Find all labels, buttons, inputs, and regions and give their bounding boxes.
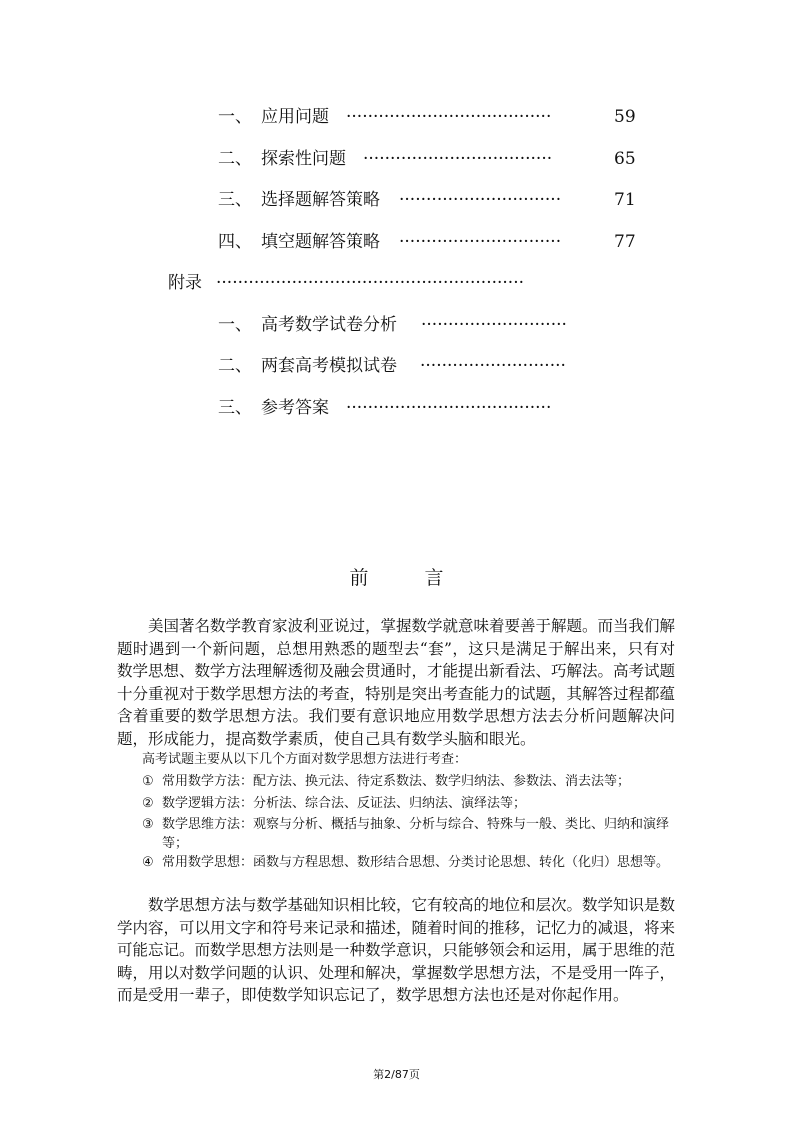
toc-leader: ··························· bbox=[421, 315, 567, 335]
list-item-text: 数学逻辑方法：分析法、综合法、反证法、归纳法、演绎法等； bbox=[162, 796, 527, 811]
list-marker: ④ bbox=[142, 855, 154, 870]
toc-entry-title: 参考答案 bbox=[261, 398, 329, 418]
preface-intro-paragraph: 美国著名数学教育家波利亚说过，掌握数学就意味着要善于解题。而当我们解题时遇到一个新问题，总想用熟悉的题型去“套”，这只是满足于解出来，只有对数学思想、数学方法理解透彻及融会贯通时，才能提出新看法、巧解法。高考试题十分重视对于数学思想方法的考查，特别是突出考查能力的试题，其解答过程都蕴含着重要的数学思想方法。我们要有意识地应用数学思想方法去分析问题解决问题，形成能力，提高数学素质，使自己具有数学头脑和眼光。 bbox=[117, 617, 676, 748]
toc-entry-number: 二、 bbox=[218, 149, 252, 169]
toc-entry[interactable] bbox=[218, 230, 380, 254]
toc-entry-number: 三、 bbox=[218, 398, 252, 418]
toc-entry-title: 应用问题 bbox=[261, 107, 329, 127]
toc-leader: ··································· bbox=[363, 149, 553, 169]
toc-entry-page: 65 bbox=[614, 149, 636, 169]
toc-entry-title: 两套高考模拟试卷 bbox=[261, 356, 397, 376]
preface-closing-paragraph: 数学思想方法与数学基础知识相比较，它有较高的地位和层次。数学知识是数学内容，可以用文字和符号来记录和描述，随着时间的推移，记忆力的减退，将来可能忘记。而数学思想方法则是一种数学意识，只能够领会和运用，属于思维的范畴，用以对数学问题的认识、处理和解决，掌握数学思想方法，不是受用一阵子，而是受用一辈子，即使数学知识忘记了，数学思想方法也还是对你起作用。 bbox=[117, 896, 676, 1005]
toc-entry-number: 一、 bbox=[218, 107, 252, 127]
toc-entry-page: 71 bbox=[614, 190, 636, 210]
page-title: 前言 bbox=[349, 567, 500, 589]
toc-entry[interactable] bbox=[218, 396, 329, 420]
toc-leader: ······································ bbox=[346, 107, 552, 127]
list-item bbox=[142, 794, 682, 813]
toc-entry-page: 77 bbox=[614, 232, 636, 252]
list-item-text: 数学思维方法：观察与分析、概括与抽象、分析与综合、特殊与一般、类比、归纳和演绎等； bbox=[162, 817, 670, 851]
toc-leader: ··························· bbox=[420, 356, 566, 376]
toc-entry[interactable] bbox=[168, 271, 202, 295]
list-marker: ① bbox=[142, 774, 154, 789]
list-item-text: 常用数学思想：函数与方程思想、数形结合思想、分类讨论思想、转化（化归）思想等。 bbox=[162, 855, 670, 870]
toc-entry[interactable] bbox=[218, 147, 346, 171]
toc-entry-number: 三、 bbox=[218, 190, 252, 210]
toc-entry-title: 附录 bbox=[168, 273, 202, 293]
toc-entry-number: 四、 bbox=[218, 232, 252, 252]
toc-entry-title: 探索性问题 bbox=[261, 149, 346, 169]
toc-leader: ······································ bbox=[346, 398, 552, 418]
toc-entry-number: 二、 bbox=[218, 356, 252, 376]
toc-leader: ························································· bbox=[216, 273, 525, 293]
toc-entry[interactable] bbox=[218, 188, 380, 212]
toc-leader: ······························ bbox=[399, 190, 562, 210]
list-item bbox=[142, 853, 682, 872]
toc-entry[interactable] bbox=[218, 313, 397, 337]
list-marker: ③ bbox=[142, 817, 154, 832]
toc-entry-page: 59 bbox=[614, 107, 636, 127]
list-item bbox=[142, 815, 682, 853]
list-marker: ② bbox=[142, 796, 154, 811]
list-item-text: 常用数学方法：配方法、换元法、待定系数法、数学归纳法、参数法、消去法等； bbox=[162, 774, 631, 789]
toc-entry[interactable] bbox=[218, 354, 397, 378]
list-intro: 高考试题主要从以下几个方面对数学思想方法进行考查： bbox=[142, 752, 468, 767]
toc-entry-title: 填空题解答策略 bbox=[261, 232, 380, 252]
toc-entry-title: 高考数学试卷分析 bbox=[261, 315, 397, 335]
toc-entry[interactable] bbox=[218, 105, 329, 129]
list-item bbox=[142, 772, 682, 791]
toc-entry-title: 选择题解答策略 bbox=[261, 190, 380, 210]
page-number: 第2/87页 bbox=[373, 1068, 420, 1081]
toc-entry-number: 一、 bbox=[218, 315, 252, 335]
toc-leader: ······························ bbox=[399, 232, 562, 252]
